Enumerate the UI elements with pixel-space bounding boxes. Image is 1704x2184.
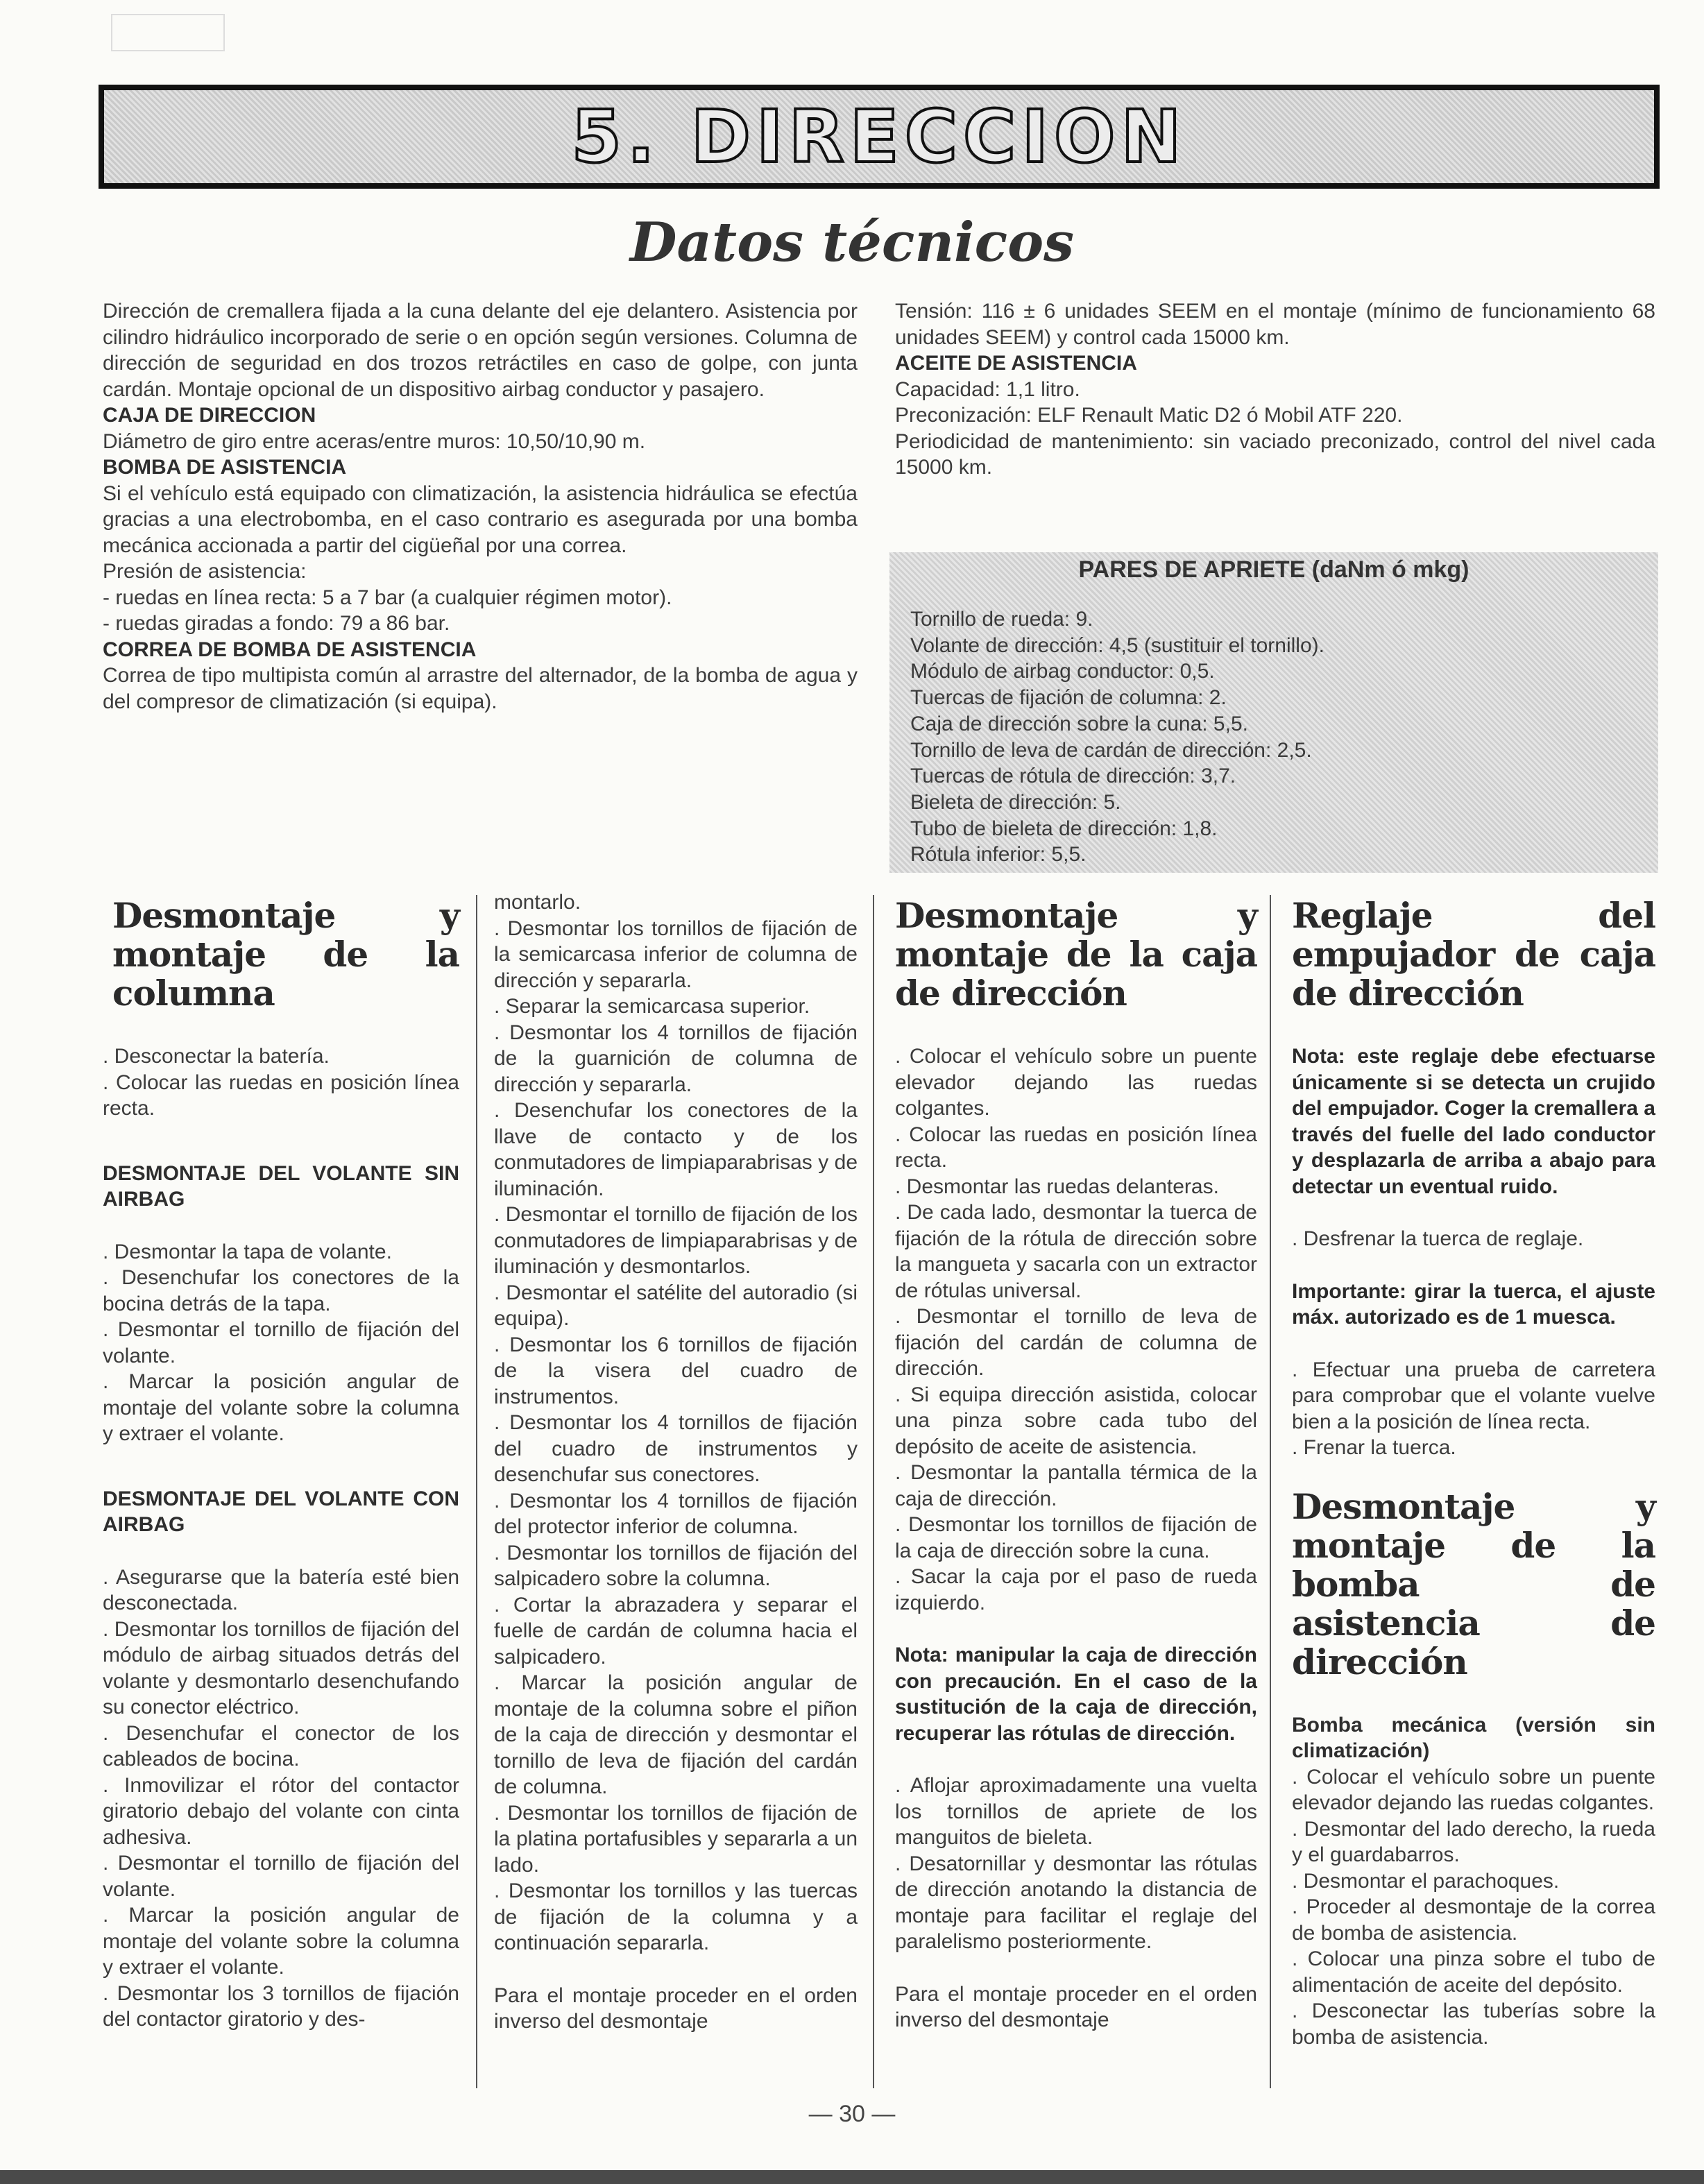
section-title-reglaje: Reglaje del empujador de caja de dirección xyxy=(1292,895,1655,1014)
aceite-line: Preconización: ELF Renault Matic D2 ó Mobil ATF 220. xyxy=(895,404,1403,427)
ending-note: Para el montaje proceder en el orden inverso del desmontaje xyxy=(895,1982,1257,2031)
aceite-heading: ACEITE DE ASISTENCIA xyxy=(895,352,1137,375)
step: . Desmontar los 3 tornillos de fijación del contactor giratorio y des- xyxy=(103,1981,459,2031)
heading-volante-sin-airbag: DESMONTAJE DEL VOLANTE SIN AIRBAG xyxy=(103,1161,459,1211)
torque-item: Bieleta de dirección: 5. xyxy=(910,790,1121,814)
step: . Desfrenar la tuerca de reglaje. xyxy=(1292,1227,1584,1250)
step: . Desmontar el tornillo de fijación del volante. xyxy=(103,1318,459,1367)
step: . Desmontar los 6 tornillos de fijación de la visera del cuadro de instrumentos. xyxy=(494,1333,858,1408)
step: . Desmontar el parachoques. xyxy=(1292,1869,1560,1893)
step: . Desmontar los tornillos de fijación del módulo de airbag situados detrás del volante y desmontarlo desenchufando su conector eléctrico. xyxy=(103,1617,459,1718)
step: . Proceder al desmontaje de la correa de bomba de asistencia. xyxy=(1292,1895,1655,1945)
step: . Marcar la posición angular de montaje de la columna sobre el piñon de la caja de dirección y desmontar el tornillo de leva de fijación del cardán de columna. xyxy=(494,1671,858,1798)
step: . Desmontar los tornillos y las tuercas de fijación de la columna y a continuación separarla. xyxy=(494,1879,858,1954)
column-divider xyxy=(1270,895,1271,2088)
column-desmontaje-columna-cont xyxy=(494,889,858,2035)
torque-list xyxy=(910,606,1637,868)
step: . Desmontar los tornillos de fijación de la platina portafusibles y separarla a un lado. xyxy=(494,1801,858,1877)
step: . Desmontar el tornillo de leva de fijación del cardán de columna de dirección. xyxy=(895,1305,1257,1380)
heading-volante-con-airbag: DESMONTAJE DEL VOLANTE CON AIRBAG xyxy=(103,1487,459,1536)
step: . Desmontar el satélite del autoradio (si equipa). xyxy=(494,1281,858,1330)
right-intro-column xyxy=(895,298,1655,481)
step: . Efectuar una prueba de carretera para comprobar que el volante vuelve bien a la posición de línea recta. xyxy=(1292,1358,1655,1433)
important-note: Importante: girar la tuerca, el ajuste máx. autorizado es de 1 muesca. xyxy=(1292,1279,1655,1329)
torque-title: PARES DE APRIETE (daNm ó mkg) xyxy=(1078,556,1469,583)
torque-item: Caja de dirección sobre la cuna: 5,5. xyxy=(910,712,1248,735)
scan-mark xyxy=(111,14,225,51)
page-number: — 30 — xyxy=(808,2101,896,2127)
step: . Cortar la abrazadera y separar el fuelle de cardán de columna hacia el salpicadero. xyxy=(494,1593,858,1669)
torque-item: Tuercas de rótula de dirección: 3,7. xyxy=(910,765,1236,788)
correa-text: Correa de tipo multipista común al arrastre del alternador, de la bomba de agua y del compresor de climatización (si equipa). xyxy=(103,664,858,713)
column-reglaje xyxy=(1292,896,1655,2050)
chapter-title: 5. DIRECCION xyxy=(571,94,1187,179)
step: . Colocar las ruedas en posición línea recta. xyxy=(103,1070,459,1120)
aceite-line: Capacidad: 1,1 litro. xyxy=(895,377,1080,401)
step: . Desenchufar los conectores de la llave de contacto y de los conmutadores de limpiaparabrisas y de iluminación. xyxy=(494,1099,858,1200)
step: . Desatornillar y desmontar las rótulas de dirección anotando la distancia de montaje para facilitar el reglaje del paralelismo posteriormente. xyxy=(895,1852,1257,1953)
presion-line: - ruedas giradas a fondo: 79 a 86 bar. xyxy=(103,612,450,635)
step: . Separar la semicarcasa superior. xyxy=(494,995,810,1018)
step: . Si equipa dirección asistida, colocar una pinza sobre cada tubo del depósito de aceite de asistencia. xyxy=(895,1383,1257,1458)
step: . Colocar el vehículo sobre un puente elevador dejando las ruedas colgantes. xyxy=(1292,1765,1655,1814)
column-caja-direccion xyxy=(895,896,1257,2033)
step: . Aflojar aproximadamente una vuelta los tornillos de apriete de los manguitos de bieleta. xyxy=(895,1774,1257,1849)
step: . Marcar la posición angular de montaje del volante sobre la columna y extraer el volante. xyxy=(103,1370,459,1445)
chapter-banner xyxy=(99,85,1660,189)
step: . Desmontar la tapa de volante. xyxy=(103,1240,392,1263)
step: . Desmontar del lado derecho, la rueda y el guardabarros. xyxy=(1292,1817,1655,1866)
step: . Desmontar los 4 tornillos de fijación de la guarnición de columna de dirección y separarla. xyxy=(494,1021,858,1096)
correa-heading: CORREA DE BOMBA DE ASISTENCIA xyxy=(103,638,477,661)
step: . Desconectar la batería. xyxy=(103,1045,330,1068)
step: . Desmontar las ruedas delanteras. xyxy=(895,1175,1219,1198)
caja-heading: CAJA DE DIRECCION xyxy=(103,404,316,427)
column-desmontaje-columna xyxy=(103,896,459,2033)
column-divider xyxy=(873,895,874,2088)
torque-item: Volante de dirección: 4,5 (sustituir el tornillo). xyxy=(910,633,1324,657)
torque-item: Rótula inferior: 5,5. xyxy=(910,843,1087,867)
step: . Desmontar los tornillos de fijación del salpicadero sobre la columna. xyxy=(494,1541,858,1590)
section-title-bomba: Desmontaje y montaje de la bomba de asistencia de dirección xyxy=(1292,1485,1655,1682)
step: . Inmovilizar el rótor del contactor giratorio debajo del volante con cinta adhesiva. xyxy=(103,1773,459,1849)
torque-item: Tornillo de leva de cardán de dirección: 2,5. xyxy=(910,738,1312,762)
step: . Marcar la posición angular de montaje del volante sobre la columna y extraer el volante. xyxy=(103,1904,459,1979)
caja-text: Diámetro de giro entre aceras/entre muros: 10,50/10,90 m. xyxy=(103,429,646,453)
step: . Desmontar el tornillo de fijación del volante. xyxy=(103,1852,459,1901)
step: . Desmontar los tornillos de fijación de la caja de dirección sobre la cuna. xyxy=(895,1513,1257,1562)
step: . Asegurarse que la batería esté bien desconectada. xyxy=(103,1565,459,1614)
note-caja: Nota: manipular la caja de dirección con precaución. En el caso de la sustitución de la caja de dirección, recuperar las rótulas de dirección. xyxy=(895,1644,1257,1745)
step: . Desmontar los 4 tornillos de fijación del cuadro de instrumentos y desenchufar sus conectores. xyxy=(494,1411,858,1486)
step: . Desconectar las tuberías sobre la bomba de asistencia. xyxy=(1292,1999,1655,2049)
torque-table xyxy=(889,552,1658,873)
tension-text: Tensión: 116 ± 6 unidades SEEM en el montaje (mínimo de funcionamiento 68 unidades SEEM) y control cada 15000 km. xyxy=(895,300,1655,349)
step: . Sacar la caja por el paso de rueda izquierdo. xyxy=(895,1565,1257,1614)
step: . Desenchufar los conectores de la bocina detrás de la tapa. xyxy=(103,1266,459,1315)
step: . Desenchufar el conector de los cableados de bocina. xyxy=(103,1721,459,1771)
subheading-bomba-mecanica: Bomba mecánica (versión sin climatización) xyxy=(1292,1713,1655,1762)
section-title-columna: Desmontaje y montaje de la columna xyxy=(112,895,459,1014)
section-title-caja: Desmontaje y montaje de la caja de dirección xyxy=(895,895,1257,1014)
step: . Desmontar la pantalla térmica de la caja de dirección. xyxy=(895,1461,1257,1510)
step: . Colocar el vehículo sobre un puente elevador dejando las ruedas colgantes. xyxy=(895,1045,1257,1120)
step: . Colocar las ruedas en posición línea recta. xyxy=(895,1123,1257,1172)
step: . Frenar la tuerca. xyxy=(1292,1436,1456,1459)
column-divider xyxy=(476,895,477,2088)
bomba-heading: BOMBA DE ASISTENCIA xyxy=(103,456,347,479)
intro-column xyxy=(103,298,858,715)
torque-item: Tornillo de rueda: 9. xyxy=(910,608,1093,631)
scan-edge xyxy=(0,2170,1704,2184)
torque-item: Módulo de airbag conductor: 0,5. xyxy=(910,660,1215,683)
step: . Desmontar el tornillo de fijación de los conmutadores de limpiaparabrisas y de iluminación y desmontarlos. xyxy=(494,1203,858,1278)
presion-line: - ruedas en línea recta: 5 a 7 bar (a cualquier régimen motor). xyxy=(103,586,672,609)
bomba-text: Si el vehículo está equipado con climatización, la asistencia hidráulica se efectúa gracias a una electrobomba, en el caso contrario es asegurada por una bomba mecánica accionada a partir del cigüeñal por una correa. xyxy=(103,481,858,557)
presion-line: Presión de asistencia: xyxy=(103,560,307,583)
intro-text: Dirección de cremallera fijada a la cuna delante del eje delantero. Asistencia por cilindro hidráulico incorporado de serie o en opción según versiones. Columna de dirección de seguridad en dos trozos retráctiles en caso de golpe, con junta cardán. Montaje opcional de un dispositivo airbag conductor y pasajero. xyxy=(103,300,858,401)
step: . Desmontar los 4 tornillos de fijación del protector inferior de columna. xyxy=(494,1489,858,1538)
ending-note: Para el montaje proceder en el orden inverso del desmontaje xyxy=(494,1983,858,2033)
periodicidad-text: Periodicidad de mantenimiento: sin vaciado preconizado, control del nivel cada 15000 km. xyxy=(895,429,1655,479)
step: montarlo. xyxy=(494,891,581,914)
note-reglaje: Nota: este reglaje debe efectuarse únicamente si se detecta un crujido del empujador. Coger la cremallera a través del fuelle del lado conductor y desplazarla de arriba a abajo para detectar un eventual ruido. xyxy=(1292,1045,1655,1198)
step: . De cada lado, desmontar la tuerca de fijación de la rótula de dirección sobre la mangueta y sacarla con un extractor de rótulas universal. xyxy=(895,1201,1257,1302)
section-subtitle: Datos técnicos xyxy=(629,211,1075,274)
step: . Colocar una pinza sobre el tubo de alimentación de aceite del depósito. xyxy=(1292,1947,1655,1997)
torque-item: Tuercas de fijación de columna: 2. xyxy=(910,686,1227,710)
step: . Desmontar los tornillos de fijación de la semicarcasa inferior de columna de dirección y separarla. xyxy=(494,916,858,992)
torque-item: Tubo de bieleta de dirección: 1,8. xyxy=(910,817,1218,840)
